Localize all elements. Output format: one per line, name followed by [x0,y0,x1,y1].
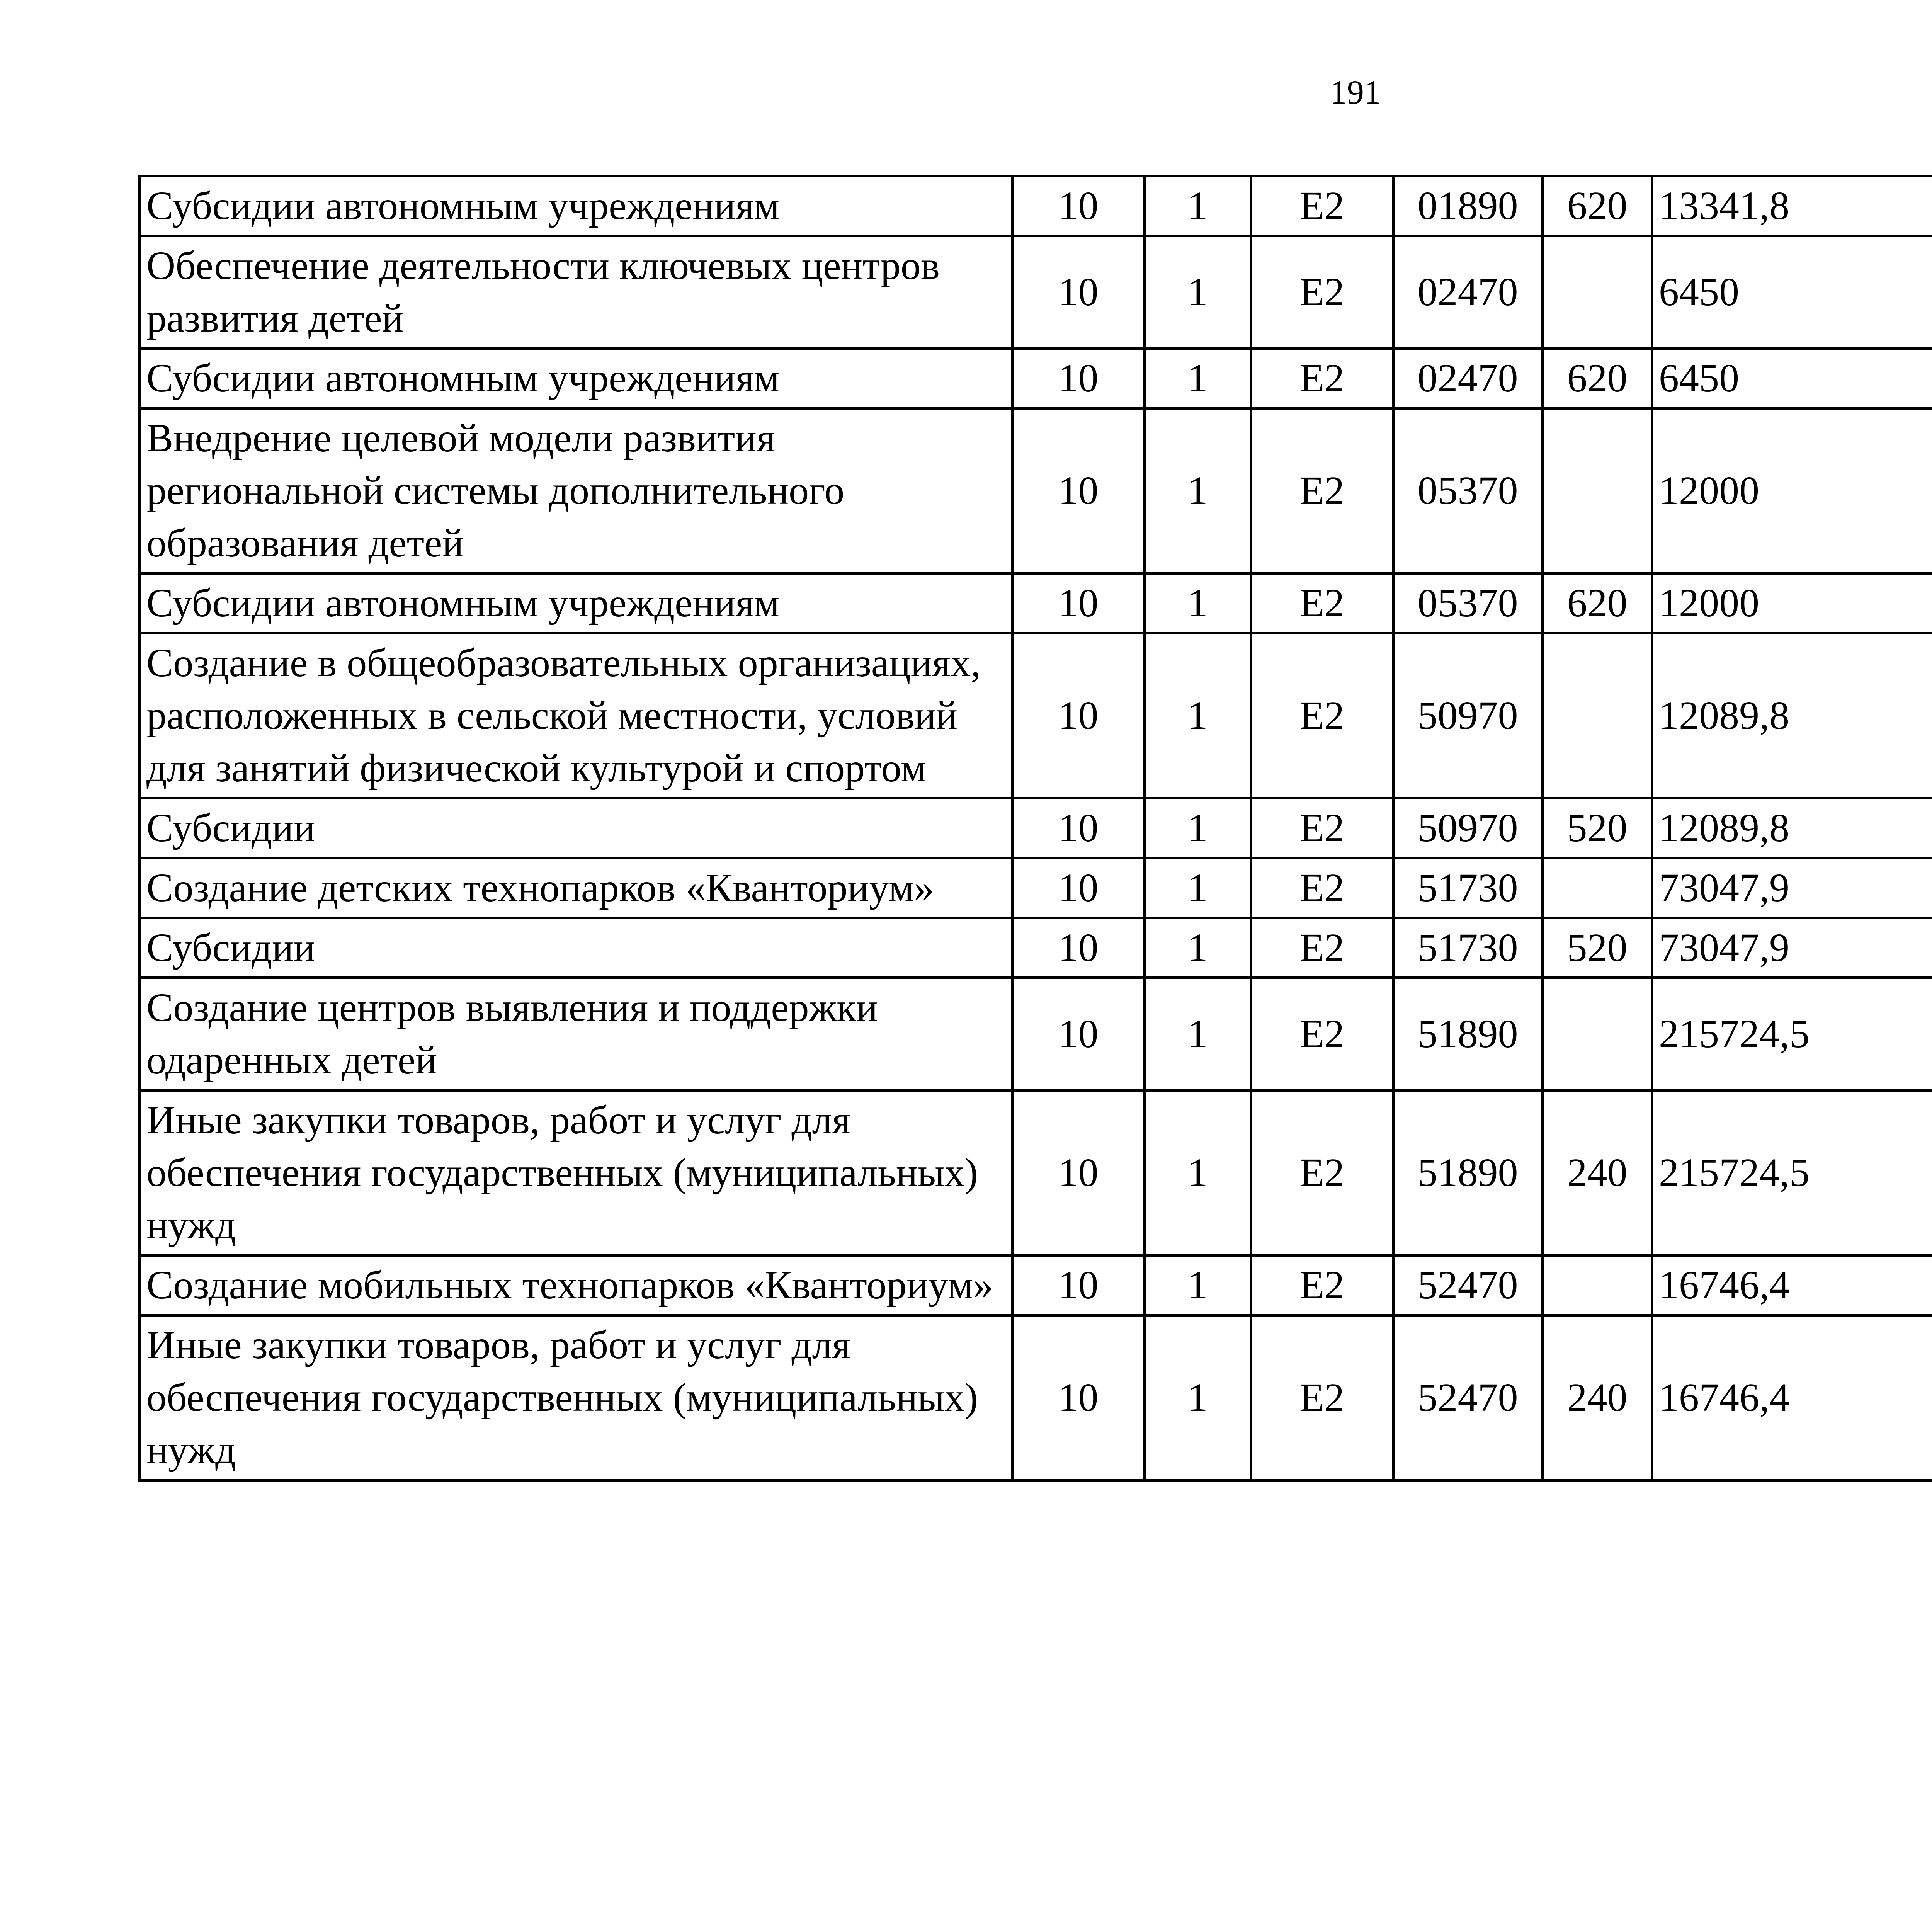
expense-type-code: 620 [1543,176,1652,236]
page-number: 191 [1330,74,1381,111]
item-name: Иные закупки товаров, работ и услуг для обеспечения государственных (муниципальных) нужд [140,1315,1012,1480]
article-code: 51730 [1393,858,1543,918]
amount-1: 12089,8 [1652,798,1932,858]
expense-type-code [1543,236,1652,349]
section-code: 10 [1012,978,1145,1090]
subsection-code: 1 [1145,408,1251,573]
subsection-code: 1 [1145,236,1251,349]
amount-1: 73047,9 [1652,918,1932,978]
amount-1: 12000 [1652,573,1932,633]
section-code: 10 [1012,798,1145,858]
amount-1: 12089,8 [1652,633,1932,798]
article-code: 52470 [1393,1255,1543,1315]
subsection-code: 1 [1145,349,1251,408]
article-code: 50970 [1393,798,1543,858]
expense-type-code [1543,978,1652,1090]
expense-type-code [1543,408,1652,573]
article-code: 05370 [1393,408,1543,573]
article-code: 51730 [1393,918,1543,978]
item-name: Внедрение целевой модели развития региональной системы дополнительного образования детей [140,408,1012,573]
article-code: 01890 [1393,176,1543,236]
expense-type-code: 620 [1543,349,1652,408]
section-code: 10 [1012,176,1145,236]
section-code: 10 [1012,858,1145,918]
subsection-code: 1 [1145,858,1251,918]
expense-type-code: 240 [1543,1315,1652,1480]
article-code: 52470 [1393,1315,1543,1480]
expense-type-code: 520 [1543,798,1652,858]
program-code: Е2 [1251,176,1393,236]
program-code: Е2 [1251,236,1393,349]
table-row [140,1090,1932,1255]
item-name: Субсидии [140,918,1012,978]
program-code: Е2 [1251,978,1393,1090]
expense-type-code: 620 [1543,573,1652,633]
item-name: Создание мобильных технопарков «Кванториум» [140,1255,1012,1315]
amount-1: 6450 [1652,236,1932,349]
amount-1: 16746,4 [1652,1315,1932,1480]
section-code: 10 [1012,573,1145,633]
amount-1: 73047,9 [1652,858,1932,918]
subsection-code: 1 [1145,573,1251,633]
program-code: Е2 [1251,918,1393,978]
table-row [140,349,1932,408]
subsection-code: 1 [1145,633,1251,798]
subsection-code: 1 [1145,978,1251,1090]
section-code: 10 [1012,633,1145,798]
article-code: 02470 [1393,349,1543,408]
expense-type-code [1543,633,1652,798]
section-code: 10 [1012,918,1145,978]
subsection-code: 1 [1145,1315,1251,1480]
article-code: 02470 [1393,236,1543,349]
section-code: 10 [1012,236,1145,349]
program-code: Е2 [1251,858,1393,918]
budget-table [138,175,1932,1482]
amount-1: 12000 [1652,408,1932,573]
table-row [140,573,1932,633]
table-row [140,798,1932,858]
section-code: 10 [1012,1255,1145,1315]
program-code: Е2 [1251,1090,1393,1255]
program-code: Е2 [1251,573,1393,633]
expense-type-code: 520 [1543,918,1652,978]
item-name: Создание в общеобразовательных организациях, расположенных в сельской местности, условий для занятий физической культурой и спортом [140,633,1012,798]
subsection-code: 1 [1145,1090,1251,1255]
subsection-code: 1 [1145,176,1251,236]
table-row [140,978,1932,1090]
amount-1: 215724,5 [1652,1090,1932,1255]
program-code: Е2 [1251,408,1393,573]
expense-type-code [1543,1255,1652,1315]
amount-1: 16746,4 [1652,1255,1932,1315]
item-name: Создание центров выявления и поддержки одаренных детей [140,978,1012,1090]
subsection-code: 1 [1145,918,1251,978]
article-code: 50970 [1393,633,1543,798]
expense-type-code [1543,858,1652,918]
section-code: 10 [1012,408,1145,573]
table-row [140,918,1932,978]
amount-1: 6450 [1652,349,1932,408]
table-row [140,176,1932,236]
item-name: Субсидии автономным учреждениям [140,349,1012,408]
table-row [140,858,1932,918]
item-name: Обеспечение деятельности ключевых центров развития детей [140,236,1012,349]
program-code: Е2 [1251,1255,1393,1315]
table-row [140,408,1932,573]
program-code: Е2 [1251,798,1393,858]
item-name: Иные закупки товаров, работ и услуг для обеспечения государственных (муниципальных) нужд [140,1090,1012,1255]
item-name: Создание детских технопарков «Кванториум» [140,858,1012,918]
table-row [140,236,1932,349]
section-code: 10 [1012,1315,1145,1480]
table-row [140,1315,1932,1480]
amount-1: 215724,5 [1652,978,1932,1090]
article-code: 51890 [1393,978,1543,1090]
amount-1: 13341,8 [1652,176,1932,236]
table-row [140,1255,1932,1315]
section-code: 10 [1012,1090,1145,1255]
item-name: Субсидии автономным учреждениям [140,176,1012,236]
section-code: 10 [1012,349,1145,408]
article-code: 51890 [1393,1090,1543,1255]
program-code: Е2 [1251,349,1393,408]
table-row [140,633,1932,798]
subsection-code: 1 [1145,1255,1251,1315]
subsection-code: 1 [1145,798,1251,858]
item-name: Субсидии автономным учреждениям [140,573,1012,633]
program-code: Е2 [1251,1315,1393,1480]
article-code: 05370 [1393,573,1543,633]
expense-type-code: 240 [1543,1090,1652,1255]
program-code: Е2 [1251,633,1393,798]
item-name: Субсидии [140,798,1012,858]
